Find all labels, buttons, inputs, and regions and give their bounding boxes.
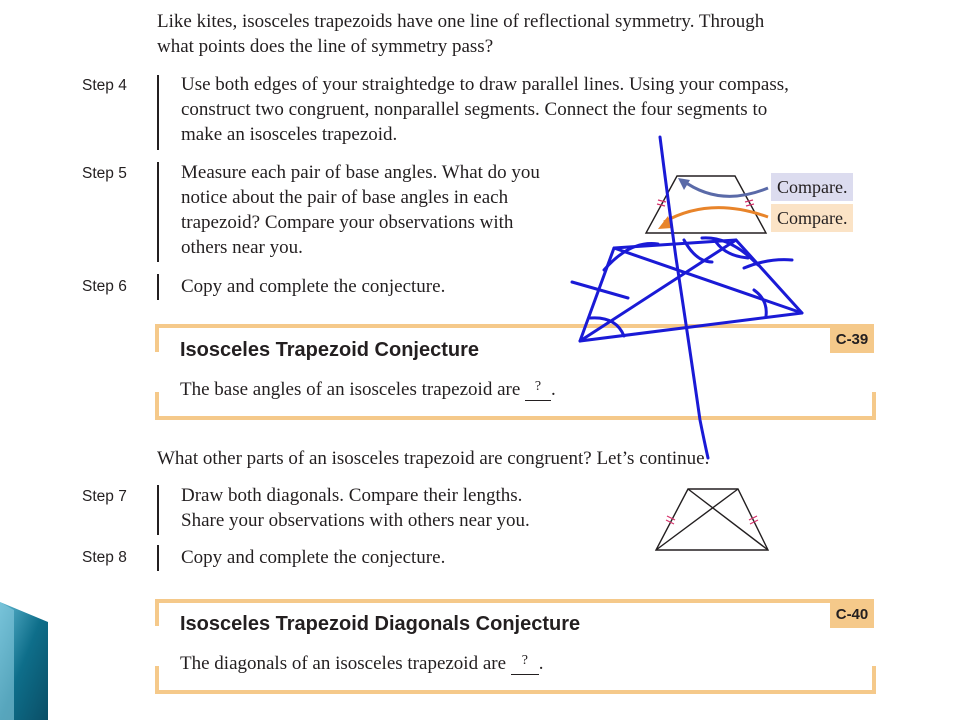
step-5-line: Measure each pair of base angles. What do you [181,162,540,183]
conjecture-1-title: Isosceles Trapezoid Conjecture [180,339,479,361]
step-7-line: Draw both diagonals. Compare their lengths. [181,485,523,506]
conjecture-2-text: The diagonals of an isosceles trapezoid are [180,653,507,674]
compare-label-top: Compare. [771,173,853,201]
angle-arc [754,290,766,316]
step-8-label: Step 8 [82,549,127,566]
step-5-label: Step 5 [82,165,127,182]
step-7-label: Step 7 [82,488,127,505]
step-7-line: Share your observations with others near you. [181,510,530,531]
step-8-line: Copy and complete the conjecture. [181,547,446,568]
symmetry-line [660,137,708,458]
compare-label-bottom: Compare. [771,204,853,232]
step-6-label: Step 6 [82,278,127,295]
middle-question: What other parts of an isosceles trapezoid are congruent? Let’s continue. [157,448,710,469]
conjecture-2-end: . [538,653,544,674]
angle-arc [590,318,624,336]
step-6-line: Copy and complete the conjecture. [181,276,446,297]
step-4-line: make an isosceles trapezoid. [181,124,398,145]
step-5-line: trapezoid? Compare your observations with [181,212,514,233]
conjecture-1-end: . [551,379,556,400]
conjecture-1-tag: C-39 [830,327,874,353]
conjecture-1-text: The base angles of an isosceles trapezoid are [180,379,521,400]
step-5-line: notice about the pair of base angles in each [181,187,509,208]
intro-line-2: what points does the line of symmetry pass? [157,36,494,57]
step-5-line: others near you. [181,237,303,258]
intro-line-1: Like kites, isosceles trapezoids have one line of reflectional symmetry. Through [157,11,765,32]
step-4-line: Use both edges of your straightedge to draw parallel lines. Using your compass, [181,74,789,95]
conjecture-2-tag: C-40 [830,602,874,628]
conjecture-2-title: Isosceles Trapezoid Diagonals Conjecture [180,613,581,635]
blank-question-mark: ? [534,379,542,394]
blank-question-mark: ? [521,653,528,668]
step-4-line: construct two congruent, nonparallel segments. Connect the four segments to [181,99,768,120]
drawn-trapezoid [580,240,802,341]
angle-mark [744,260,792,268]
step-4-label: Step 4 [82,77,127,94]
